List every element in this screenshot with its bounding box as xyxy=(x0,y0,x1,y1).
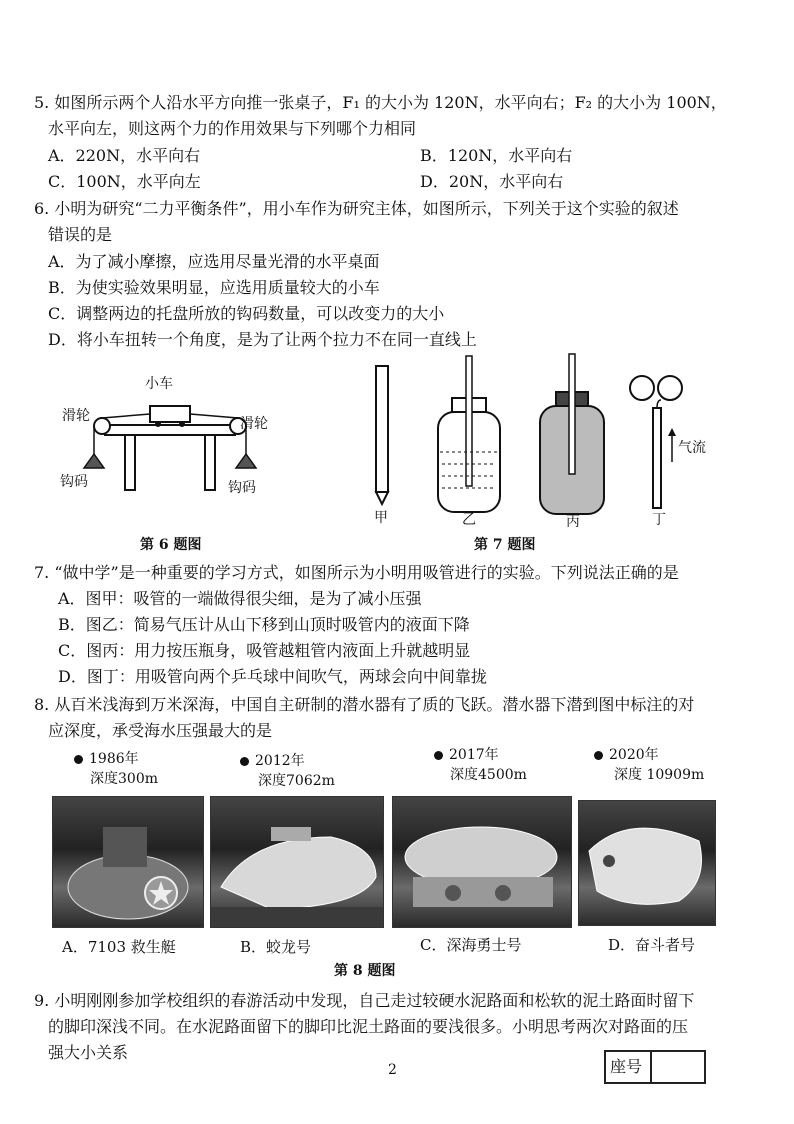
q5-option-c: C．100N，水平向左 xyxy=(48,172,201,191)
q5-line2: 水平向左，则这两个力的作用效果与下列哪个力相同 xyxy=(48,119,417,138)
sub-4-year: 2020年 xyxy=(594,746,659,764)
sub-3-name: C．深海勇士号 xyxy=(420,936,522,954)
q6-option-b: B．为使实验效果明显，应选用质量较大的小车 xyxy=(48,278,380,297)
weight-left-label: 钩码 xyxy=(60,474,88,490)
sub-4-depth: 深度 10909m xyxy=(614,767,705,783)
straw-experiments-diagram xyxy=(360,352,730,532)
q6-option-d: D．将小车扭转一个角度，是为了让两个拉力不在同一直线上 xyxy=(48,330,477,349)
q6-line1: 6. 小明为研究“二力平衡条件”，用小车作为研究主体，如图所示，下列关于这个实验的叙述 xyxy=(34,199,679,218)
sub-2-name: B．蛟龙号 xyxy=(240,938,312,956)
q6-option-a: A．为了减小摩擦，应选用尽量光滑的水平桌面 xyxy=(48,252,380,271)
sub-1-year: 1986年 xyxy=(74,750,139,768)
q7-line1: 7. “做中学”是一种重要的学习方式，如图所示为小明用吸管进行的实验。下列说法正确的是 xyxy=(34,563,679,582)
car-label: 小车 xyxy=(145,376,173,392)
q5-line1: 5. 如图所示两个人沿水平方向推一张桌子，F₁ 的大小为 120N，水平向右；F₂ 的大小为 100N， xyxy=(34,93,727,112)
pulley-left-label: 滑轮 xyxy=(62,408,90,424)
bullet-icon xyxy=(434,751,443,760)
label-jia: 甲 xyxy=(374,510,388,526)
sub-1-name: A．7103 救生艇 xyxy=(62,938,176,956)
figure-6-caption: 第 6 题图 xyxy=(140,537,202,553)
figure-7 xyxy=(360,352,730,532)
q8-line1: 8. 从百米浅海到万米深海，中国自主研制的潜水器有了质的飞跃。潜水器下潜到图中标注的对 xyxy=(34,695,695,714)
sub-4-name: D．奋斗者号 xyxy=(608,936,696,954)
seat-divider xyxy=(650,1052,652,1082)
bullet-icon xyxy=(594,751,603,760)
label-ding: 丁 xyxy=(652,512,666,528)
q6-line2: 错误的是 xyxy=(48,225,113,244)
seat-number-box xyxy=(604,1050,706,1084)
sub-3-year: 2017年 xyxy=(434,746,499,764)
sub-1-depth: 深度300m xyxy=(90,771,158,787)
page-number: 2 xyxy=(388,1062,397,1078)
q5-option-a: A．220N，水平向右 xyxy=(48,146,201,165)
figure-7-caption: 第 7 题图 xyxy=(474,537,536,553)
q7-option-d: D．图丁：用吸管向两个乒乓球中间吹气，两球会向中间靠拢 xyxy=(58,667,487,686)
q7-option-b: B．图乙：简易气压计从山下移到山顶时吸管内的液面下降 xyxy=(58,615,470,634)
q8-line2: 应深度，承受海水压强最大的是 xyxy=(48,721,273,740)
q9-line1: 9. 小明刚刚参加学校组织的春游活动中发现，自己走过较硬水泥路面和松软的泥土路面时留下 xyxy=(34,991,695,1010)
figure-6 xyxy=(50,370,290,510)
photo-shenhai-yongshi xyxy=(392,796,572,928)
q5-option-b: B．120N，水平向右 xyxy=(420,146,573,165)
photo-7103-lifeboat xyxy=(52,796,204,928)
figure-8-caption: 第 8 题图 xyxy=(334,963,396,979)
photo-jiaolong xyxy=(210,796,384,928)
label-yi: 乙 xyxy=(462,512,476,528)
sub-3-depth: 深度4500m xyxy=(450,767,527,783)
sub-2-depth: 深度7062m xyxy=(258,773,335,789)
q7-option-a: A．图甲：吸管的一端做得很尖细，是为了减小压强 xyxy=(58,589,422,608)
q7-option-c: C．图丙：用力按压瓶身，吸管越粗管内液面上升就越明显 xyxy=(58,641,471,660)
q5-option-d: D．20N，水平向右 xyxy=(420,172,564,191)
q6-option-c: C．调整两边的托盘所放的钩码数量，可以改变力的大小 xyxy=(48,304,445,323)
bullet-icon xyxy=(74,755,83,764)
label-bing: 丙 xyxy=(566,514,580,530)
photo-fendouzhe xyxy=(578,800,716,926)
label-airflow: 气流 xyxy=(678,440,706,456)
seat-label: 座号 xyxy=(610,1057,643,1076)
bullet-icon xyxy=(240,757,249,766)
pulley-right-label: 滑轮 xyxy=(240,416,268,432)
sub-2-year: 2012年 xyxy=(240,752,305,770)
q9-line2: 的脚印深浅不同。在水泥路面留下的脚印比泥土路面的要浅很多。小明思考两次对路面的压 xyxy=(48,1017,689,1036)
q9-line3: 强大小关系 xyxy=(48,1043,129,1062)
weight-right-label: 钩码 xyxy=(228,480,256,496)
